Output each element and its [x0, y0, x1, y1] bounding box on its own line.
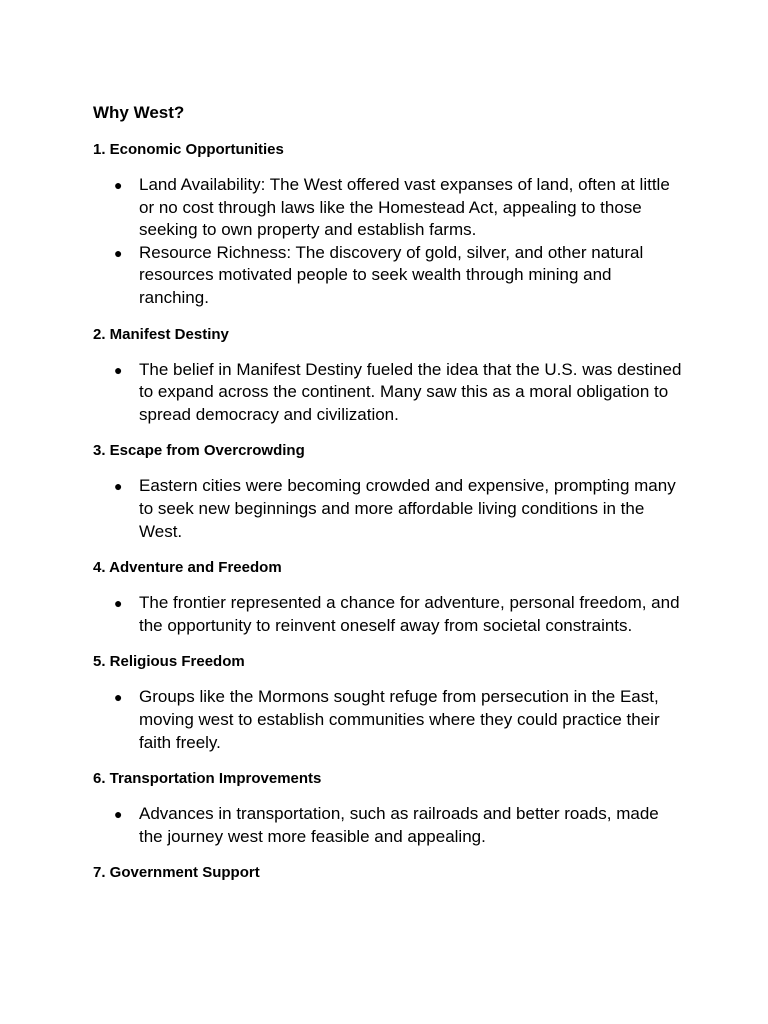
section-escape-overcrowding	[93, 440, 683, 543]
section-heading: 2. Manifest Destiny	[93, 325, 229, 343]
section-transportation-improvements	[93, 768, 683, 848]
section-government-support	[93, 862, 683, 884]
list-item-text: Land Availability: The West offered vast expanses of land, often at little or no cost through laws like the Homestead Act, appealing to those seeking to own property and establish farms.	[139, 175, 670, 240]
list-item	[93, 592, 683, 637]
bullet-list	[93, 686, 683, 754]
list-item	[93, 359, 683, 427]
list-item-text: Advances in transportation, such as railroads and better roads, made the journey west more feasible and appealing.	[139, 804, 659, 846]
bullet-icon: ●	[114, 595, 123, 612]
page-title: Why West?	[93, 103, 185, 122]
section-heading: 6. Transportation Improvements	[93, 770, 322, 788]
list-item	[93, 475, 683, 543]
list-item	[93, 803, 683, 848]
section-heading: 3. Escape from Overcrowding	[93, 442, 305, 460]
section-heading: 4. Adventure and Freedom	[93, 559, 282, 577]
section-adventure-freedom	[93, 557, 683, 637]
section-heading: 7. Government Support	[93, 864, 260, 882]
bullet-icon: ●	[114, 361, 123, 378]
bullet-icon: ●	[114, 689, 123, 706]
bullet-icon: ●	[114, 177, 123, 193]
bullet-list	[93, 803, 683, 848]
section-heading: 5. Religious Freedom	[93, 653, 245, 671]
bullet-icon: ●	[114, 244, 123, 261]
bullet-list	[93, 174, 683, 310]
section-economic-opportunities	[93, 139, 683, 310]
list-item	[93, 242, 683, 310]
section-religious-freedom	[93, 651, 683, 754]
bullet-icon: ●	[114, 478, 123, 495]
bullet-list	[93, 475, 683, 543]
list-item-text: Resource Richness: The discovery of gold, silver, and other natural resources motivated people to seek wealth through mining and ranching.	[139, 242, 644, 307]
section-manifest-destiny	[93, 324, 683, 427]
bullet-list	[93, 359, 683, 427]
section-heading: 1. Economic Opportunities	[93, 141, 284, 158]
list-item	[93, 174, 683, 242]
list-item-text: The belief in Manifest Destiny fueled the idea that the U.S. was destined to expand across the continent. Many saw this as a moral obligation to spread democracy and civilization.	[139, 359, 682, 424]
list-item-text: The frontier represented a chance for adventure, personal freedom, and the opportunity to reinvent oneself away from societal constraints.	[139, 593, 680, 635]
document-page	[93, 101, 683, 884]
bullet-icon: ●	[114, 806, 123, 823]
bullet-list	[93, 592, 683, 637]
list-item-text: Groups like the Mormons sought refuge from persecution in the East, moving west to establish communities where they could practice their faith freely.	[139, 687, 660, 752]
list-item-text: Eastern cities were becoming crowded and expensive, prompting many to seek new beginnings and more affordable living conditions in the West.	[139, 476, 676, 541]
list-item	[93, 686, 683, 754]
